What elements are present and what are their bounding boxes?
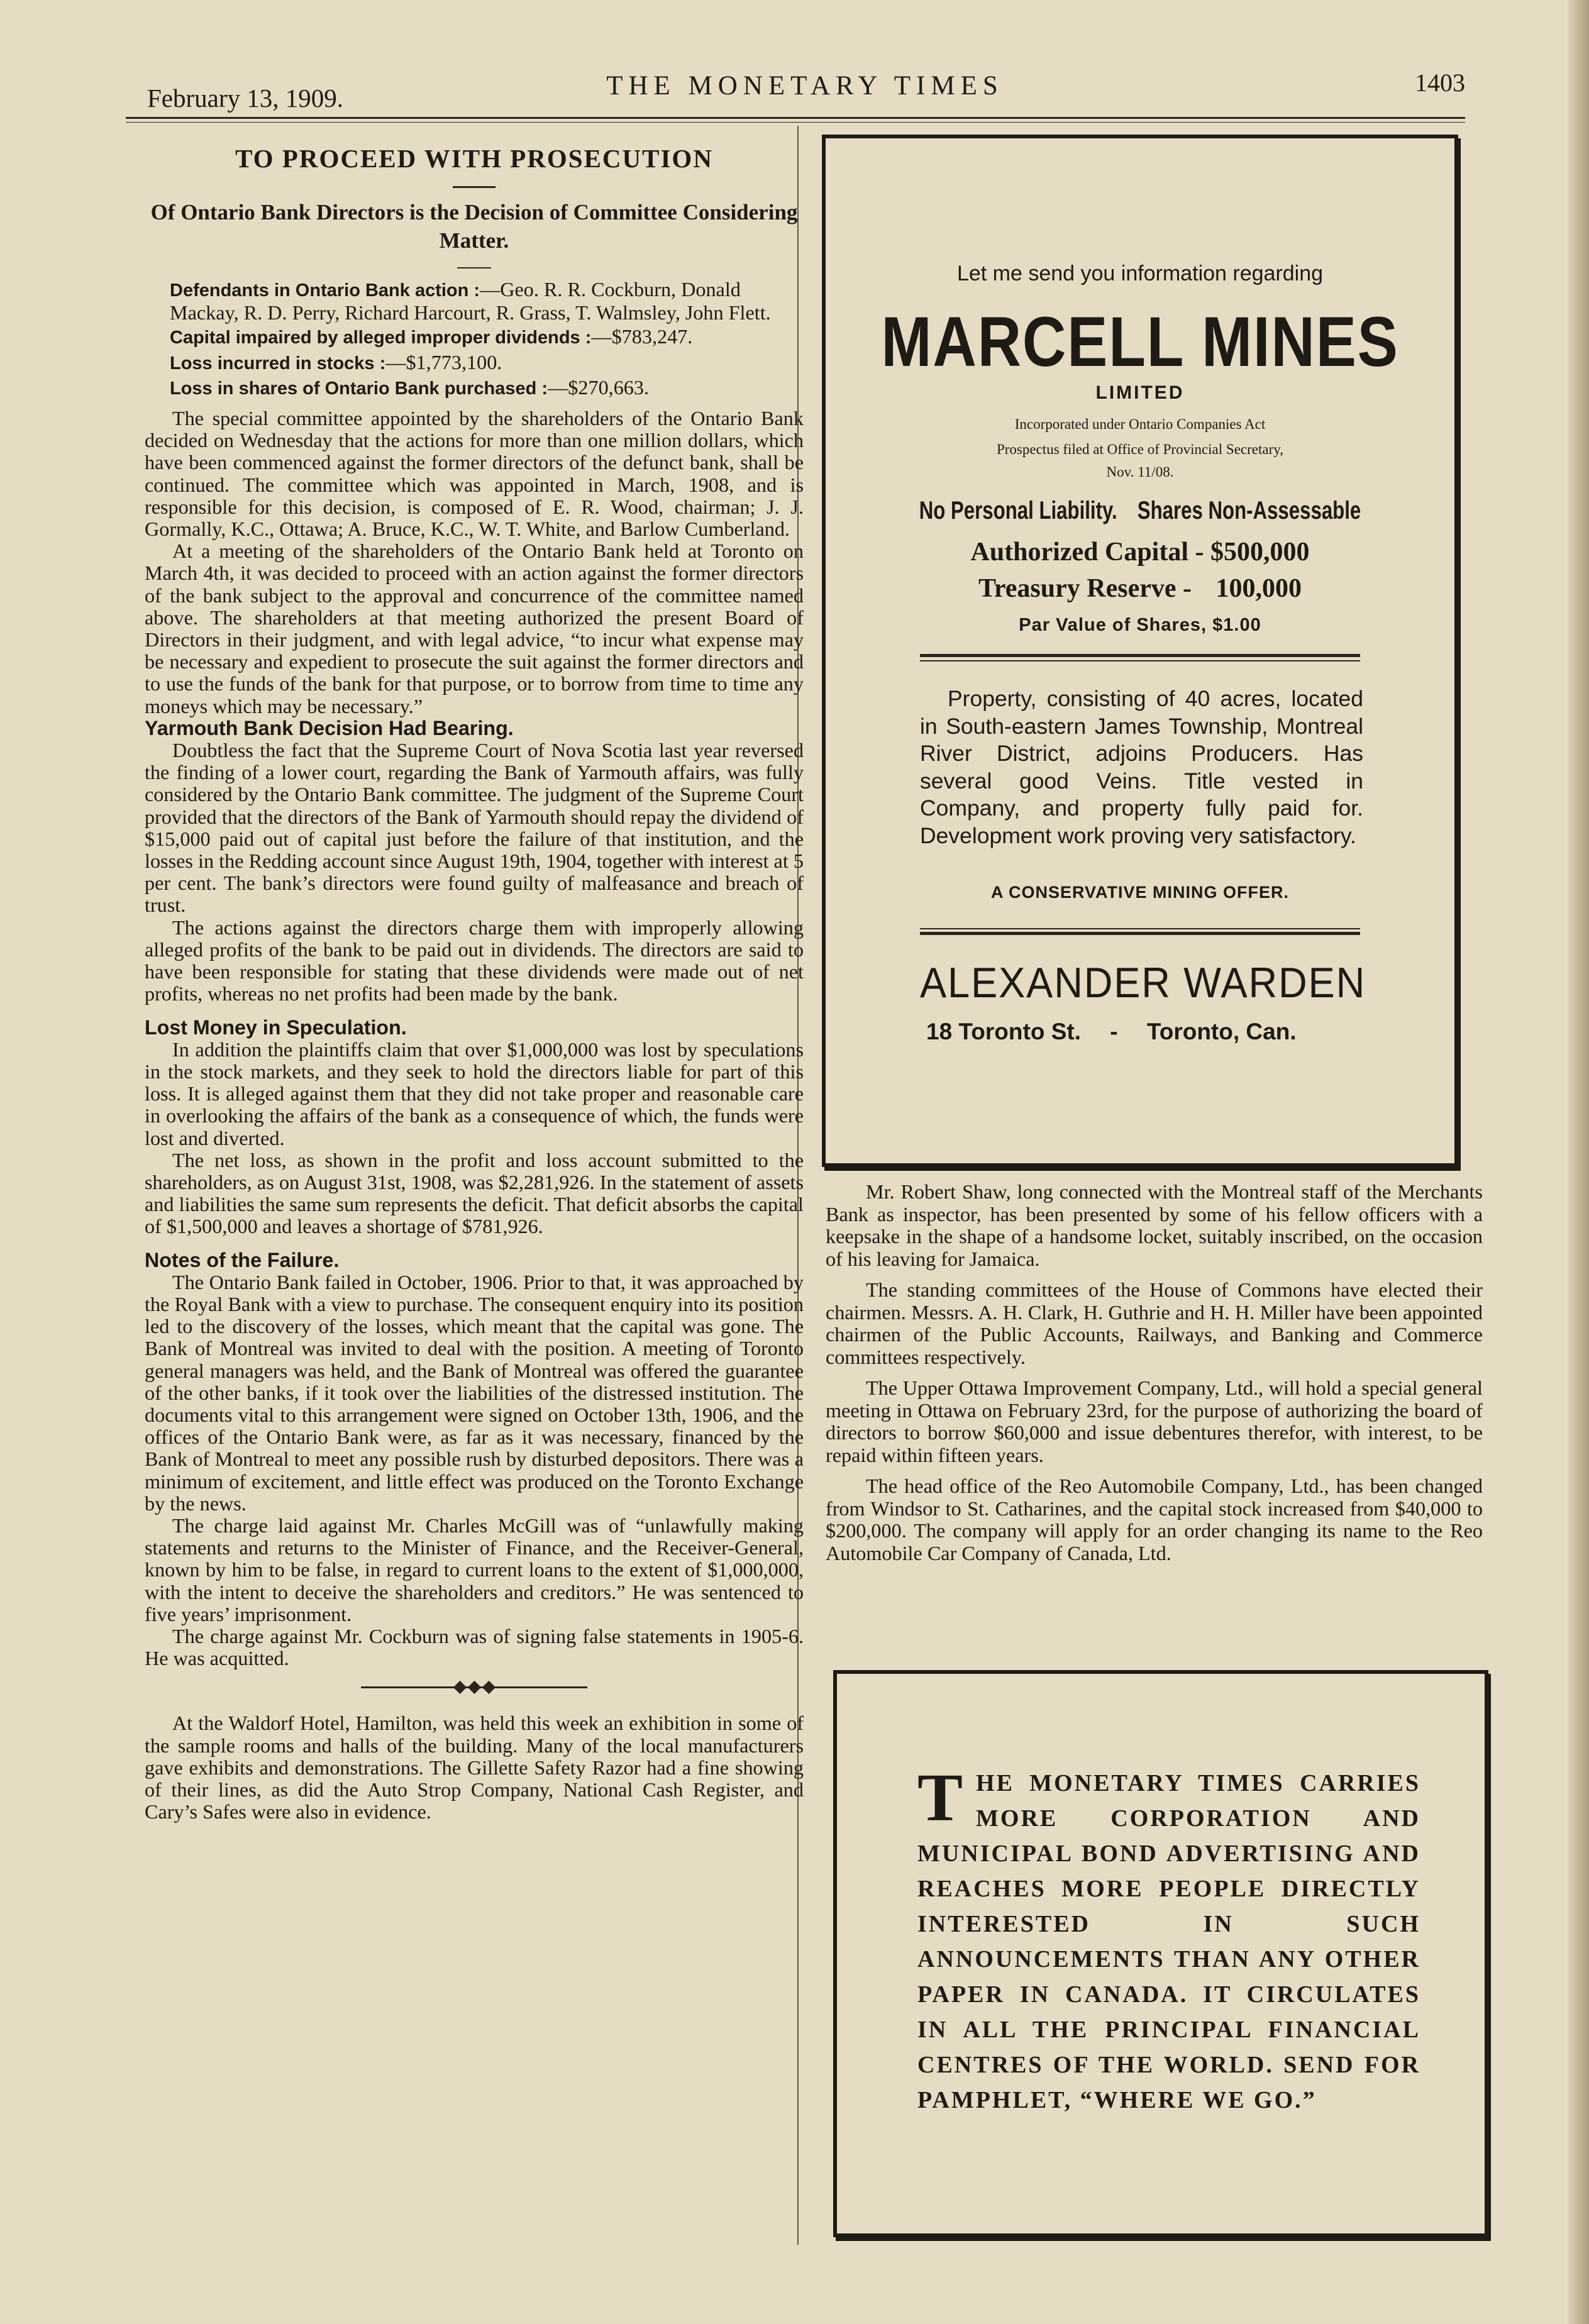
article-summary (145, 279, 804, 400)
monetary-times-promo (833, 1670, 1488, 2237)
section-subhead: Notes of the Failure. (145, 1248, 340, 1271)
article-paragraph: In addition the plaintiffs claim that over $1,000,000 was lost by speculations in the stock markets, and they seek to hold the directors liable for part of this loss. It is alleged against them that they did not take proper and reasonable care in overlooking the affairs of the bank as a consequence of which, the funds were lost and diverted. (145, 1038, 804, 1149)
mining-advertisement (822, 135, 1458, 1167)
news-item: The head office of the Reo Automobile Company, Ltd., has been changed from Windsor to St. Catharines, and the capital stock increased from $40,000 to $200,000. The company will apply for an order changing its name to the Reo Automobile Car Company of Canada, Ltd. (826, 1475, 1483, 1564)
ad-reserve: Treasury Reserve - 100,000 (978, 574, 1302, 603)
ad-agent-address: 18 Toronto St. - Toronto, Can. (926, 1019, 1297, 1044)
ad-rule (920, 654, 1360, 657)
masthead: THE MONETARY TIMES (606, 71, 1004, 101)
ad-agent-name: ALEXANDER WARDEN (920, 959, 1366, 1007)
article-headline: TO PROCEED WITH PROSECUTION (235, 144, 713, 173)
ad-property-text: Property, consisting of 40 acres, located in South-eastern James Township, Montreal River District, adjoins Producers. Has several good Veins. Title vested in Company, and property fully paid for. Development work proving very satisfactory. (920, 686, 1363, 848)
ad-rule-thin (920, 660, 1360, 661)
summary-item: Defendants in Ontario Bank action :—Geo. R. R. Cockburn, Donald Mackay, R. D. Perry, Richard Harcourt, R. Grass, T. Walmsley, John Flett. (170, 278, 771, 324)
promo-body: HE MONETARY TIMES CARRIES MORE CORPORATION AND MUNICIPAL BOND ADVERTISING AND REACHES MORE PEOPLE DIRECTLY INTERESTED IN SUCH ANNOUNCEMENTS THAN ANY OTHER PAPER IN CANADA. IT CIRCULATES IN ALL THE PRINCIPAL FINANCIAL CENTRES OF THE WORLD. SEND FOR PAMPHLET, “WHERE WE GO.” (917, 1770, 1420, 2113)
summary-item: Capital impaired by alleged improper dividends :—$783,247. (170, 325, 693, 348)
article-deck: Of Ontario Bank Directors is the Decision of Committee Considering Matter. (150, 200, 798, 253)
promo-text (917, 1761, 1420, 2118)
news-items (826, 1181, 1483, 1564)
header-rule (126, 117, 1465, 119)
ad-incorporated: Incorporated under Ontario Companies Act (1014, 416, 1266, 432)
news-item: The standing committees of the House of Commons have elected their chairmen. Messrs. A. H. Clark, H. Guthrie and H. H. Miller have been appointed chairmen of the Public Accounts, Railways, and Banking and Commerce committees respectively. (826, 1278, 1483, 1368)
article-paragraph: The special committee appointed by the shareholders of the Ontario Bank decided on Wednesday that the actions for more than one million dollars, which have been commenced against the former directors of the defunct bank, shall be continued. The committee which was appointed in March, 1908, and is responsible for this decision, is composed of E. R. Wood, chairman; J. J. Gormally, K.C., Ottawa; A. Bruce, K.C., W. T. White, and Barlow Cumberland. (145, 407, 804, 541)
ornament-divider (361, 1678, 587, 1697)
ad-liability (895, 497, 1385, 525)
article-paragraph: The net loss, as shown in the profit and loss account submitted to the shareholders, as on August 31st, 1908, was $2,281,926. In the statement of assets and liabilities the same sum represents the deficit. That deficit absorbs the capital of $1,500,000 and leaves a shortage of $781,926. (145, 1148, 804, 1238)
ad-rule-thick (920, 932, 1360, 935)
section-subhead: Lost Money in Speculation. (145, 1015, 407, 1039)
page-number: 1403 (1415, 69, 1465, 97)
article-paragraph: The charge laid against Mr. Charles McGill was of “unlawfully making statements and returns to the Minister of Finance, and the Receiver-General, known by him to be false, in regard to current loans to the extent of $1,000,000, with the intent to deceive the shareholders and creditors.” He was sentenced to five years’ imprisonment. (145, 1513, 804, 1625)
summary-item: Loss incurred in stocks :—$1,773,100. (170, 350, 502, 374)
ad-agent-street: 18 Toronto St. (926, 1019, 1081, 1044)
header-rule-thin (126, 122, 1465, 123)
headline-rule (453, 186, 496, 188)
promo-dropcap: T (917, 1761, 965, 1835)
deck-rule (457, 267, 491, 268)
issue-date: February 13, 1909. (147, 84, 344, 113)
section-subhead: Yarmouth Bank Decision Had Bearing. (145, 716, 514, 739)
article-paragraph: At a meeting of the shareholders of the Ontario Bank held at Toronto on March 4th, it was decided to proceed with an action against the former directors of the bank subject to the approval and concurrence of the committee named above. The shareholders at that meeting authorized the present Board of Directors in their judgment, and with legal advice, “to incur what expense may be necessary and expedient to prosecute the suit against the former directors and to use the funds of the bank for that purpose, or to borrow from time to time any moneys which may be necessary.” (145, 540, 804, 717)
waldorf-item: At the Waldorf Hotel, Hamilton, was held this week an exhibition in some of the sample rooms and halls of the building. Many of the local manufacturers gave exhibits and demonstrations. The Gillette Safety Razor had a fine showing of their lines, as did the Auto Strop Company, National Cash Register, and Cary’s Safes were also in evidence. (145, 1712, 804, 1823)
page-edge (1568, 0, 1589, 2324)
ad-par-value: Par Value of Shares, $1.00 (1019, 615, 1261, 635)
news-item: Mr. Robert Shaw, long connected with the Montreal staff of the Merchants Bank as inspector, has been presented by some of his fellow officers with a keepsake in the shape of a handsome locket, suitably inscribed, on the occasion of his leaving for Jamaica. (826, 1180, 1483, 1270)
news-item: The Upper Ottawa Improvement Company, Ltd., will hold a special general meeting in Ottawa on February 23rd, for the purpose of authorizing the board of directors to borrow $60,000 and issue debentures therefor, with interest, to be repaid within fifteen years. (826, 1376, 1483, 1466)
ad-rule (920, 928, 1360, 929)
article-paragraph: The actions against the directors charge them with improperly allowing alleged profits of the bank to be paid out in dividends. The directors are said to have been responsible for stating that these dividends were made out of net profits, whereas no net profits had been made by the bank. (145, 916, 804, 1005)
article-paragraph: Doubtless the fact that the Supreme Court of Nova Scotia last year reversed the finding of a lower court, regarding the Bank of Yarmouth affairs, was fully considered by the Ontario Bank committee. The judgment of the Supreme Court provided that the directors of the Bank of Yarmouth should repay the dividend of $15,000 paid out of capital just before the failure of that institution, and the losses in the Redding account since August 19th, 1904, together with interest at 5 per cent. The bank’s directors were found guilty of malfeasance and breach of trust. (145, 739, 804, 917)
ad-capital: Authorized Capital - $500,000 (970, 538, 1310, 567)
summary-item: Loss in shares of Ontario Bank purchased :—$270,663. (170, 375, 650, 399)
article (145, 140, 804, 1823)
article-paragraph: The Ontario Bank failed in October, 1906. Prior to that, it was approached by the Royal Bank with a view to purchase. The consequent enquiry into its position led to the discovery of the losses, which meant that the capital was gone. The Bank of Montreal was invited to deal with the position. A meeting of Toronto general managers was held, and the Bank of Montreal was offered the guarantee of the other banks, if it took over the liabilities of the distressed institution. The documents vital to this arrangement were signed on October 13th, 1906, and the offices of the Ontario Bank were, as far as it was necessary, financed by the Bank of Montreal to meet any possible rush by disturbed depositors. There was a minimum of excitement, and little effect was produced on the Toronto Exchange by the news. (145, 1270, 804, 1515)
ad-agent-city: Toronto, Can. (1146, 1019, 1297, 1044)
ad-company-suffix: LIMITED (1095, 382, 1185, 403)
article-paragraph: The charge against Mr. Cockburn was of signing false statements in 1905-6. He was acquitted. (145, 1624, 804, 1670)
ad-prospectus-date: Nov. 11/08. (1106, 464, 1174, 480)
ad-prospectus: Prospectus filed at Office of Provincial Secretary, (996, 441, 1283, 457)
ad-liability-text: No Personal Liability. (919, 497, 1117, 524)
page-header (145, 68, 1465, 112)
ad-offer: A CONSERVATIVE MINING OFFER. (990, 883, 1290, 902)
ad-shares-note: Shares Non-Assessable (1137, 497, 1361, 524)
ad-intro: Let me send you information regarding (956, 262, 1324, 285)
ad-company-name: MARCELL MINES (881, 302, 1399, 381)
